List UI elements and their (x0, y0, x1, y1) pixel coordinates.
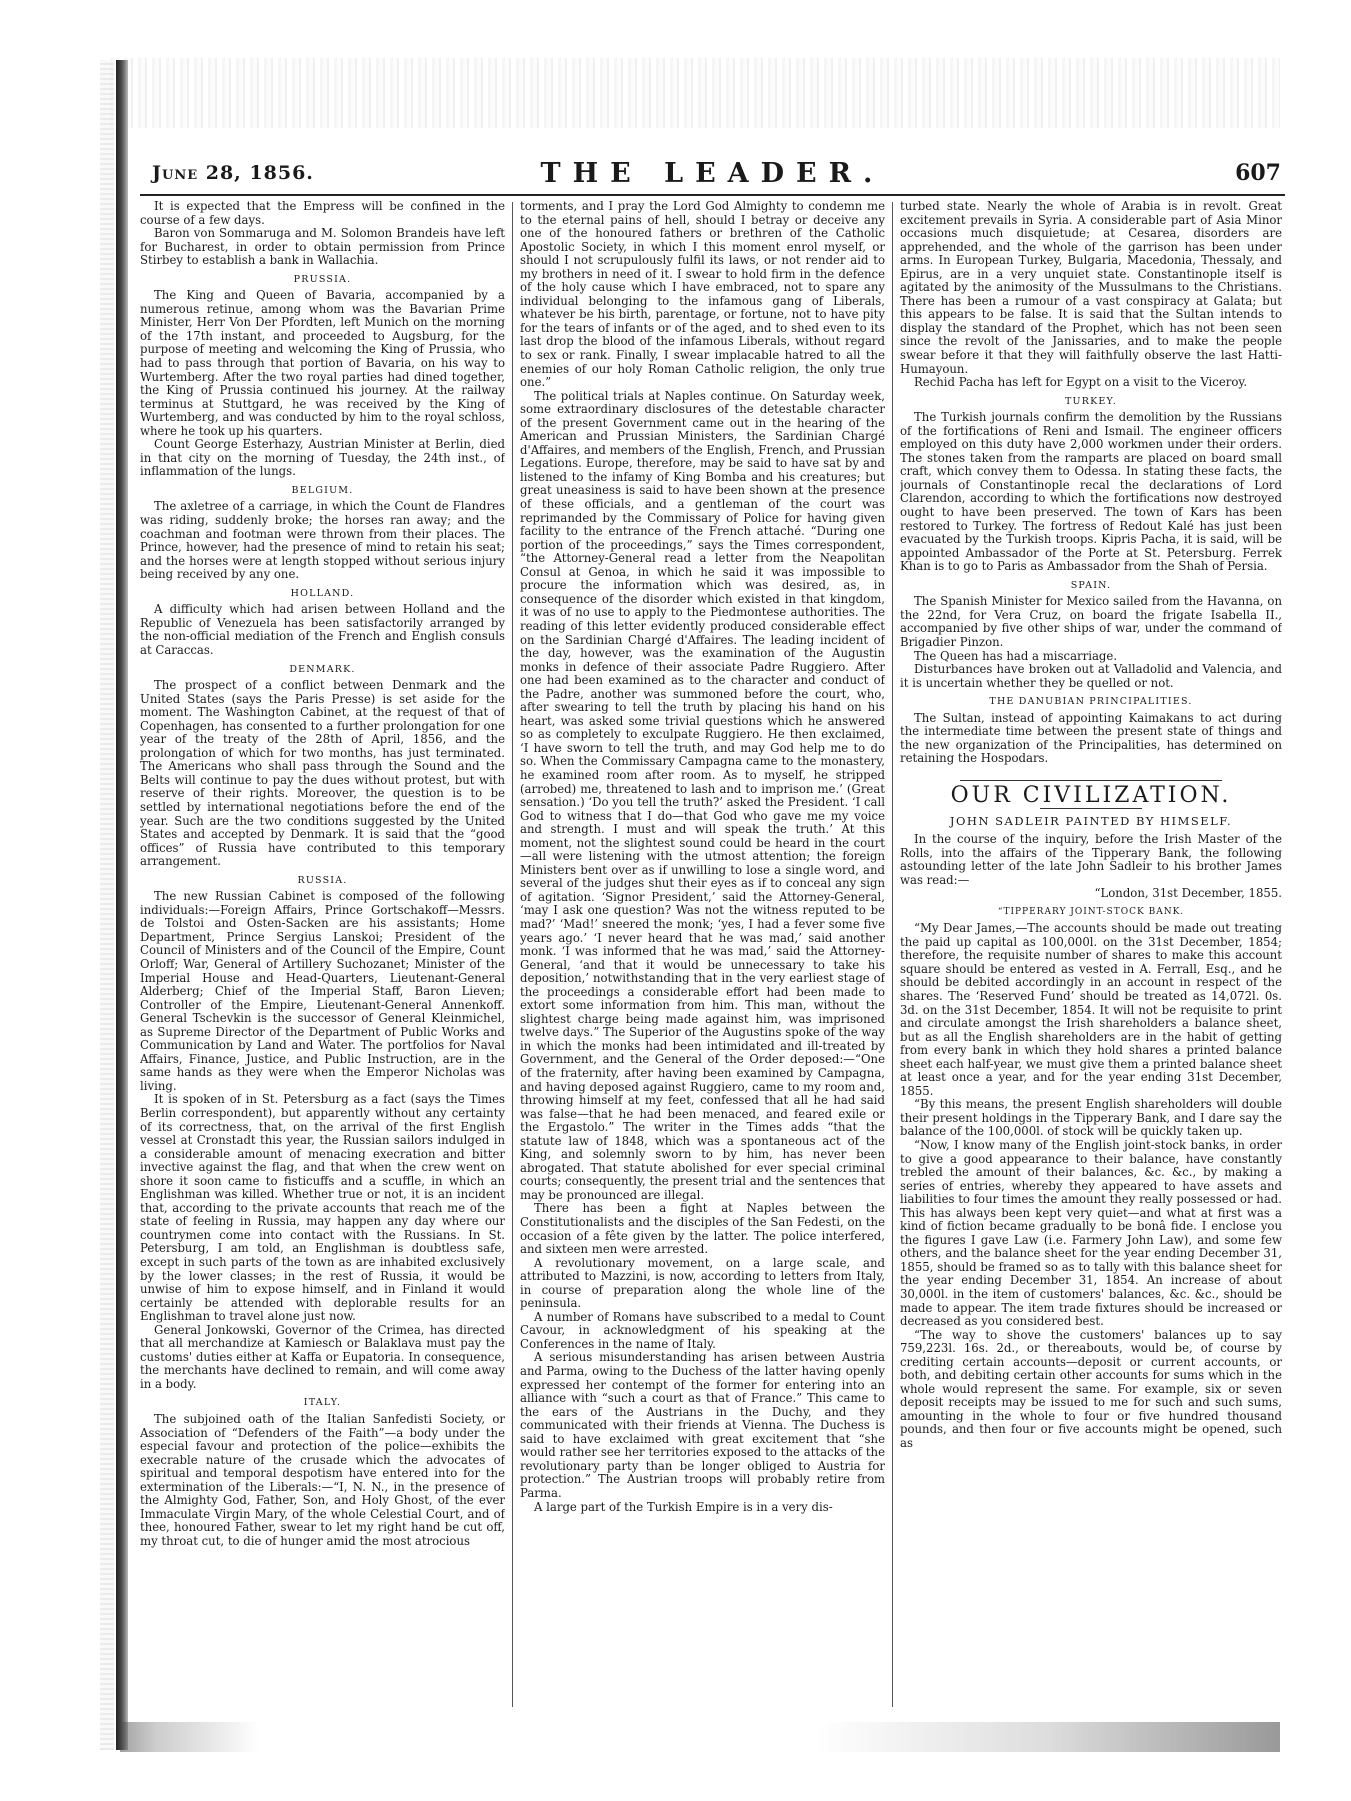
article-paragraph: The Turkish journals confirm the demolition by the Russians of the fortifications of Reni and Ismail. The engineer officers employed on this duty have 2,000 workmen under their orders. The stones taken from the ramparts are placed on board small craft, which convey them to Odessa. In stating these facts, the journals of Constantinople recal the declarations of Lord Clarendon, according to which the fortifications now destroyed ought to have been preserved. The town of Kars has been restored to Turkey. The fortress of Redout Kalé has just been evacuated by the Turkish troops. Kipris Pacha, it is said, will be appointed Ambassador of the Porte at St. Petersburg. Ferrek Khan is to go to Paris as Ambassador from the Shah of Persia. (900, 410, 1282, 574)
page-spine (116, 60, 128, 1750)
section-heading: PRUSSIA. (293, 273, 352, 285)
divider-rule (960, 780, 1222, 781)
article-paragraph: “By this means, the present English shareholders will double their present holdings in the Tipperary Bank, and I dare say the balance of the 100,000l. of stock will be quickly taken up. (900, 1097, 1282, 1139)
article-paragraph: The Queen has had a miscarriage. (914, 648, 1118, 663)
article-subtitle: JOHN SADLEIR PAINTED BY HIMSELF. (949, 814, 1233, 829)
divider-rule (1040, 808, 1142, 809)
article-title: OUR CIVILIZATION. (950, 782, 1232, 808)
scan-noise-top (110, 58, 1280, 128)
article-paragraph: It is expected that the Empress will be confined in the course of a few days. (140, 200, 505, 227)
article-paragraph: In the course of the inquiry, before the Irish Master of the Rolls, into the affairs of the Tipperary Bank, the following astounding letter of the late John Sadleir to his brother James was read:— (900, 831, 1282, 887)
column-divider (892, 202, 893, 1707)
letter-dateline: “London, 31st December, 1855. (1094, 886, 1282, 901)
article-paragraph: turbed state. Nearly the whole of Arabia is in revolt. Great excitement prevails in Syria. A considerable part of Asia Minor occasions much disquietude; at Cesarea, disorders are apprehended, and the whole of the garrison has been under arms. In European Turkey, Bulgaria, Macedonia, Thessaly, and Epirus, are in a very unquiet state. Constantinople itself is agitated by the animosity of the Mussulmans to the Christians. There has been a rumour of a vast conspiracy at Galata; but this appears to be false. It is said that the Sultan intends to display the standard of the Prophet, which has not been seen since the revolt of the Janissaries, and to make the people swear before it that they will faithfully observe the last Hatti-Humayoun. (900, 200, 1282, 376)
article-paragraph: The new Russian Cabinet is composed of the following individuals:—Foreign Affairs, Prince Gortschakoff—Messrs. de Tolstoi and Osten-Sacken are his assistants; Home Department, Prince Sergius Lanskoi; President of the Council of Ministers and of the Council of the Empire, Count Orloff; War, General of Artillery Suchozanet; Minister of the Imperial House and Head-Quarters, Lieutenant-General Alderberg; Chief of the Imperial Staff, Baron Lieven; Controller of the Empire, Lieutenant-General Annenkoff. General Tschevkin is the successor of General Kleinmichel, as Supreme Director of the Department of Public Works and Communication by Land and Water. The portfolios for Naval Affairs, Finance, Justice, and Public Instruction, are in the same hands as they were when the Emperor Nicholas was living. (140, 889, 505, 1093)
article-paragraph: “The way to shove the customers' balances up to say 759,223l. 16s. 2d., or thereabouts, would be, of course by crediting certain accounts—deposit or current accounts, or both, and debiting certain other accounts for sums which in the whole would represent the same. For example, six or seven deposit receipts may be issued to me for such and such sums, amounting in the whole to four or five hundred thousand pounds, and then four or five accounts might be opened, such as (900, 1327, 1282, 1451)
article-paragraph: Baron von Sommaruga and M. Solomon Brandeis have left for Bucharest, in order to obtain permission from Prince Stirbey to establish a bank in Wallachia. (140, 226, 505, 268)
article-paragraph: A number of Romans have subscribed to a medal to Count Cavour, in acknowledgment of his speaking at the Conferences in the name of Italy. (520, 1309, 885, 1351)
section-heading: THE DANUBIAN PRINCIPALITIES. (989, 696, 1193, 708)
column-3 (900, 200, 1282, 1720)
column-divider (512, 202, 513, 1707)
section-heading: ITALY. (303, 1397, 342, 1409)
article-paragraph: A revolutionary movement, on a large scale, and attributed to Mazzini, is now, according to letters from Italy, in course of preparation along the whole line of the peninsula. (520, 1255, 885, 1311)
article-paragraph: The Sultan, instead of appointing Kaimakans to act during the intermediate time between the present state of things and the new organization of the Principalities, has determined on retaining the Hospodars. (900, 710, 1282, 766)
article-paragraph: It is spoken of in St. Petersburg as a fact (says the Times Berlin correspondent), but apparently without any certainty of its correctness, that, on the arrival of the first English vessel at Cronstadt this year, the Russian sailors indulged in a considerable amount of menacing execration and bitter invective against the flag, and that when the crew went on shore it soon came to fisticuffs and a scuffle, in which an Englishman was killed. Whether true or not, it is an incident that, according to the private accounts that reach me of the state of feeling in Russia, may happen any day where our countrymen come into contact with the Russians. In St. Petersburg, I am told, an Englishman is doubtless safe, except in such parts of the town as are inhabited exclusively by the lower classes; in the rest of Russia, it would be unwise of him to expose himself, and in Finland it would certainly be attended with deplorable results for an Englishman to travel alone just now. (140, 1092, 505, 1324)
binding-shadow (100, 60, 114, 1750)
article-paragraph: General Jonkowski, Governor of the Crimea, has directed that all merchandize at Kamiesch or Balaklava must pay the customs' duties either at Kaffa or Eupatoria. In consequence, the merchants have declined to remain, and will come away in a body. (140, 1322, 505, 1391)
issue-date: June 28, 1856. (152, 162, 314, 184)
article-paragraph: The axletree of a carriage, in which the Count de Flandres was riding, suddenly broke; the horses ran away; and the coachman and footman were thrown from their places. The Prince, however, had the presence of mind to retain his seat; and the horses were at length stopped without serious injury being received by any one. (140, 499, 505, 582)
article-paragraph: The King and Queen of Bavaria, accompanied by a numerous retinue, among whom was the Bavarian Prime Minister, Herr Von Der Pfordten, left Munich on the morning of the 17th instant, and proceeded to Augsburg, for the purpose of meeting and welcoming the King of Prussia, who had to pass through that portion of Bavaria, on his way to Wurtemberg. After the two royal parties had dined together, the King of Prussia continued his journey. At the railway terminus at Stuttgard, he was received by the King of Wurtemberg, and was conducted by him to the royal schloss, where he took up his quarters. (140, 288, 505, 438)
section-heading: RUSSIA. (297, 874, 348, 886)
article-paragraph: A serious misunderstanding has arisen between Austria and Parma, owing to the Duchess of the latter having openly expressed her contempt of the former for entering into an alliance with “such a court as that of France.” This came to the ears of the Austrians in the Duchy, and they communicated with their friends at Vienna. The Duchess is said to have exclaimed with great excitement that “she would rather see her territories exposed to the attacks of the revolutionary party than be longer obliged to Austria for protection.” The Austrian troops will probably retire from Parma. (520, 1350, 885, 1500)
article-paragraph: A difficulty which had arisen between Holland and the Republic of Venezuela has been satisfactorily arranged by the non-official mediation of the French and English consuls at Caraccas. (140, 602, 505, 657)
article-paragraph: “My Dear James,—The accounts should be made out treating the paid up capital as 100,000l. on the 31st December, 1854; therefore, the requisite number of shares to make this account square should be entered as vested in A. Ferrall, Esq., and he should be debited accordingly in an account in respect of the shares. The ‘Reserved Fund’ should be treated as 14,072l. 0s. 3d. on the 31st December, 1854. It will not be requisite to print and circulate amongst the Irish shareholders a balance sheet, but as all the English shareholders are in the habit of getting from every bank in which they hold shares a printed balance sheet each half-year, we must give them a printed balance sheet at least once a year, and for the year ending 31st December, 1855. (900, 921, 1282, 1098)
article-paragraph: Disturbances have broken out at Valladolid and Valencia, and it is uncertain whether they be quelled or not. (900, 662, 1282, 690)
article-paragraph: The prospect of a conflict between Denmark and the United States (says the Paris Presse) is set aside for the moment. The Washington Cabinet, at the request of that of Copenhagen, has consented to a further prolongation for one year of the treaty of the 28th of April, 1856, and the prolongation of which for two months, has just terminated. The Americans who shall pass through the Sound and the Belts will continue to pay the dues without protest, but with reserve of their rights. Moreover, the question is to be settled by international negotiations before the end of the year. Such are the two conditions suggested by the United States and accepted by Denmark. It is said that the “good offices” of Russia have contributed to this temporary arrangement. (140, 678, 505, 869)
section-heading: DENMARK. (289, 663, 356, 675)
section-heading: BELGIUM. (291, 484, 354, 496)
newspaper-title: THE LEADER. (540, 158, 885, 189)
section-heading: TURKEY. (1065, 395, 1117, 407)
column-1 (140, 200, 505, 1720)
article-paragraph: Rechid Pacha has left for Egypt on a visit to the Viceroy. (914, 375, 1248, 390)
article-paragraph: There has been a fight at Naples between the Constitutionalists and the disciples of the San Fedesti, on the occasion of a fête given by the latter. The police interfered, and sixteen men were arrested. (520, 1201, 885, 1257)
scan-noise-bottom (120, 1722, 1280, 1752)
article-paragraph: Count George Esterhazy, Austrian Minister at Berlin, died in that city on the morning of Tuesday, the 24th inst., of inflammation of the lungs. (140, 437, 505, 479)
letter-heading: “TIPPERARY JOINT-STOCK BANK. (997, 906, 1185, 917)
article-paragraph: “Now, I know many of the English joint-stock banks, in order to give a good appearance to their balance, have constantly trebled the amount of their balances, &c. &c., by making a series of entries, whereby they appeared to have assets and liabilities to four times the amount they really possessed or had. This has always been kept very quiet—and what at first was a kind of fiction became gradually to be bonâ fide. I enclose you the figures I gave Law (i.e. Farmery John Law), and some few others, and the balance sheet for the year ending December 31, 1855, should be framed so as to tally with this balance sheet for the year ending December 31, 1854. An increase of about 30,000l. in the item of customers' balances, &c. &c., should be made to appear. The item trade fixtures should be increased or decreased as you considered best. (900, 1138, 1282, 1329)
masthead (140, 154, 1285, 196)
column-2 (520, 200, 885, 1720)
article-paragraph: The political trials at Naples continue. On Saturday week, some extraordinary disclosures of the detestable character of the present Government came out in the hearing of the American and Prussian Ministers, the Sardinian Chargé d'Affaires, and members of the English, French, and Prussian Legations. Europe, therefore, may be said to have sat by and listened to the infamy of King Bomba and his creatures; but great uneasiness is said to have been shown at the presence of these officials, and a gentleman of the court was reprimanded by the Commissary of Police for having given facility to the entrance of the French attaché. “During one portion of the proceedings,” says the Times correspondent, “the Attorney-General read a letter from the Neapolitan Consul at Genoa, in which he said it was impossible to procure the information which was desired, as, in consequence of the disorder which existed in that kingdom, it was of no use to apply to the Piedmontese authorities. The reading of this letter evidently produced considerable effect on the Sardinian Chargé d'Affaires. The leading incident of the day, however, was the examination of the Augustin monks in defence of their associate Padre Ruggiero. After one had been examined as to the character and conduct of the Padre, another was summoned before the court, who, after swearing to tell the truth by placing his hand on his heart, was asked some trivial questions which he answered so as completely to exculpate Ruggiero. He then exclaimed, ‘I have sworn to tell the truth, and may God help me to do so. When the Commissary Campagna came to the monastery, he examined room after room. As to myself, he stripped (arrobed) me, threatened to lash and to imprison me.’ (Great sensation.) ‘Do you tell the truth?’ asked the President. ‘I call God to witness that I do—that God who gave me my voice and strength. I must and will speak the truth.’ At this moment, not the slightest sound could be heard in the court—all were listening with the utmost attention; the foreign Ministers bent over as if unwilling to lose a single word, and several of the judges shut their eyes as if to conceal any sign of agitation. ‘Signor President,’ said the Attorney-General, ‘may I ask one question? Was not the witness reputed to be mad?’ ‘Mad!’ sneered the monk; ‘yes, I had a fever some five years ago.’ ‘I never heard that he was mad,’ said another monk. ‘I was informed that he was mad,’ said the Attorney-General, ‘and that it would be unnecessary to take his deposition,’ notwithstanding that in the very earliest stage of the proceedings a considerable effort had been made to extort some information from him. This man, without the slightest charge being made against him, was imprisoned twelve days.” The Superior of the Augustins spoke of the way in which the monks had been intimidated and ill-treated by Government, and the General of the Order deposed:—“One of the fraternity, after having been examined by Campagna, and having deposed against Ruggiero, came to my room and, throwing himself at my feet, confessed that all he had said was false—that he had been menaced, and feared exile or the Ergastolo.” The writer in the Times adds “that the statute law of 1848, which was a spontaneous act of the King, and solemnly sworn to by him, has never been abrogated. That statute abolished for ever special criminal courts; consequently, the present trial and the sentences that may be pronounced are illegal. (520, 388, 885, 1202)
section-heading: SPAIN. (1070, 579, 1112, 591)
section-heading: HOLLAND. (290, 587, 355, 599)
article-paragraph: The Spanish Minister for Mexico sailed from the Havanna, on the 22nd, for Vera Cruz, on board the frigate Isabella II., accompanied by five other ships of war, under the command of Brigadier Pinzon. (900, 594, 1282, 649)
article-paragraph: The subjoined oath of the Italian Sanfedisti Society, or Association of “Defenders of the Faith”—a body under the especial favour and protection of the police—exhibits the execrable nature of the crusade which the advocates of spiritual and temporal despotism have entered into for the extermination of the Liberals:—“I, N. N., in the presence of the Almighty God, Father, Son, and Holy Ghost, of the ever Immaculate Virgin Mary, of the whole Celestial Court, and of thee, honoured Father, swear to let my right hand be cut off, my throat cut, to die of hunger amid the most atrocious (140, 1412, 505, 1548)
article-paragraph: torments, and I pray the Lord God Almighty to condemn me to the eternal pains of hell, should I betray or deceive any one of the honoured fathers or brethren of the Catholic Apostolic Society, in which I this moment enrol myself, or should I not scrupulously fulfil its laws, or not render aid to my brothers in need of it. I swear to hold firm in the defence of the holy cause which I have embraced, not to spare any individual belonging to the infamous gang of Liberals, whatever be his birth, parentage, or fortune, not to have pity for the tears of infants or of the aged, and to shed even to its last drop the blood of the infamous Liberals, without regard to sex or rank. Finally, I swear implacable hatred to all the enemies of our holy Roman Catholic religion, the only true one.” (520, 200, 885, 390)
article-paragraph: A large part of the Turkish Empire is in a very dis- (534, 1499, 833, 1514)
page-number: 607 (1235, 160, 1281, 186)
